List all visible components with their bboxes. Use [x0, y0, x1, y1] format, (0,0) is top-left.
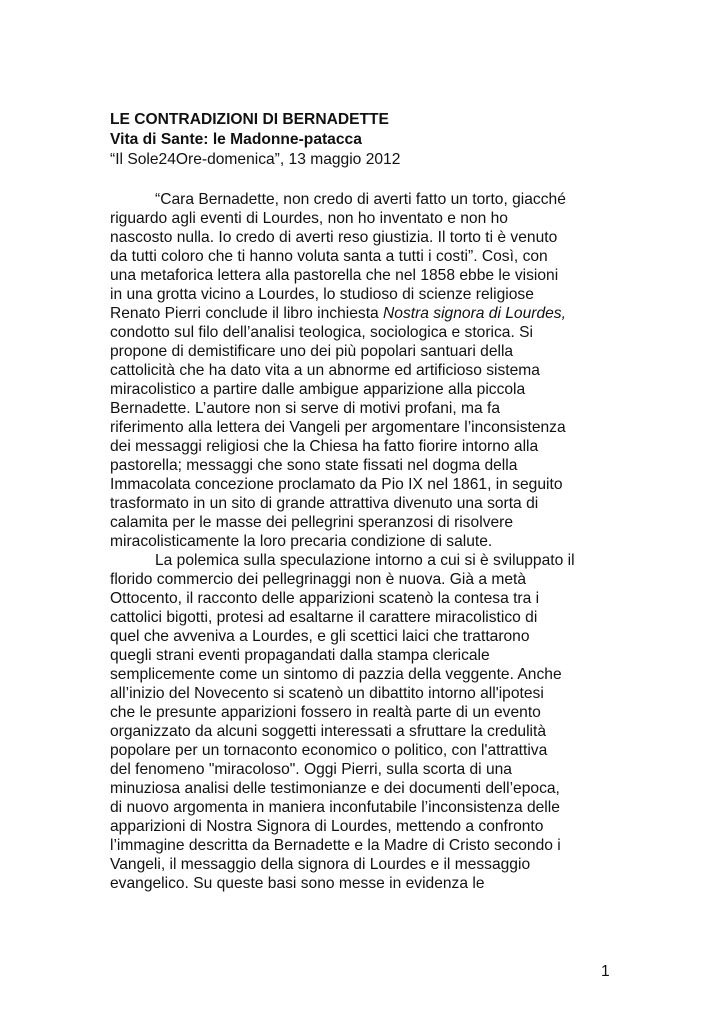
page-number: 1 [601, 963, 610, 980]
body-line: all’inizio del Novecento si scatenò un dibattito intorno all'ipotesi [110, 685, 544, 702]
body-line: calamita per le masse dei pellegrini speranzosi di risolvere [110, 514, 514, 531]
body-line: organizzato da alcuni soggetti interessati a sfruttare la credulità [110, 723, 547, 740]
body-line: trasformato in un sito di grande attrattiva divenuto una sorta di [110, 495, 539, 512]
article-subtitle: Vita di Sante: le Madonne-patacca [110, 131, 362, 148]
body-line: dei messaggi religiosi che la Chiesa ha fatto fiorire intorno alla [110, 438, 539, 455]
body-line: l’immagine descritta da Bernadette e la Madre di Cristo secondo i [110, 837, 561, 854]
body-line: minuziosa analisi delle testimonianze e dei documenti dell’epoca, [110, 780, 560, 797]
book-title: Nostra signora di Lourdes, [383, 305, 566, 322]
body-line: di nuovo argomenta in maniera inconfutabile l’inconsistenza delle [110, 799, 560, 816]
body-line: propone di demistificare uno dei più popolari santuari della [110, 343, 514, 360]
body-line: La polemica sulla speculazione intorno a cui si è sviluppato il [155, 552, 575, 569]
body-line: popolare per un tornaconto economico o politico, con l'attrattiva [110, 742, 548, 759]
body-line-text: Renato Pierri conclude il libro inchiesta [110, 305, 384, 322]
body-line: condotto sul filo dell’analisi teologica, sociologica e storica. Si [110, 324, 533, 341]
body-line: cattolici bigotti, protesi ad esaltarne il carattere miracolistico di [110, 609, 538, 626]
body-line-with-book-title [110, 304, 630, 323]
body-line: nascosto nulla. Io credo di averti reso giustizia. Il torto ti è venuto [110, 229, 558, 246]
body-line: Immacolata concezione proclamato da Pio IX nel 1861, in seguito [110, 476, 563, 493]
body-line: Bernadette. L’autore non si serve di motivi profani, ma fa [110, 400, 501, 417]
body-line: florido commercio dei pellegrinaggi non è nuova. Già a metà [110, 571, 527, 588]
body-line: quegli strani eventi propagandati dalla stampa clericale [110, 647, 490, 664]
body-line: “Cara Bernadette, non credo di averti fatto un torto, giacché [155, 191, 566, 208]
article-source: “Il Sole24Ore-domenica”, 13 maggio 2012 [110, 151, 401, 168]
body-line: che le presunte apparizioni fossero in realtà parte di un evento [110, 704, 541, 721]
article-body [110, 190, 630, 893]
body-line: Vangeli, il messaggio della signora di Lourdes e il messaggio [110, 856, 531, 873]
body-line: del fenomeno "miracoloso". Oggi Pierri, sulla scorta di una [110, 761, 512, 778]
body-line: Ottocento, il racconto delle apparizioni scatenò la contesa tra i [110, 590, 540, 607]
body-line: miracolistico a partire dalle ambigue apparizione alla piccola [110, 381, 526, 398]
article-title: LE CONTRADIZIONI DI BERNADETTE [110, 111, 389, 128]
body-line: miracolisticamente la loro precaria condizione di salute. [110, 533, 493, 550]
body-line: evangelico. Su queste basi sono messe in evidenza le [110, 875, 485, 892]
body-line: da tutti coloro che ti hanno voluta santa a tutti i costi”. Così, con [110, 248, 548, 265]
body-line: una metaforica lettera alla pastorella che nel 1858 ebbe le visioni [110, 267, 559, 284]
body-line: quel che avveniva a Lourdes, e gli scettici laici che trattarono [110, 628, 530, 645]
article-header [110, 110, 630, 170]
body-line: apparizioni di Nostra Signora di Lourdes, mettendo a confronto [110, 818, 544, 835]
body-line: cattolicità che ha dato vita a un abnorme ed artificioso sistema [110, 362, 540, 379]
body-line: riferimento alla lettera dei Vangeli per argomentare l’inconsistenza [110, 419, 566, 436]
body-line: riguardo agli eventi di Lourdes, non ho inventato e non ho [110, 210, 508, 227]
body-line: pastorella; messaggi che sono state fissati nel dogma della [110, 457, 518, 474]
body-line: semplicemente come un sintomo di pazzia della veggente. Anche [110, 666, 562, 683]
body-line: in una grotta vicino a Lourdes, lo studioso di scienze religiose [110, 286, 534, 303]
